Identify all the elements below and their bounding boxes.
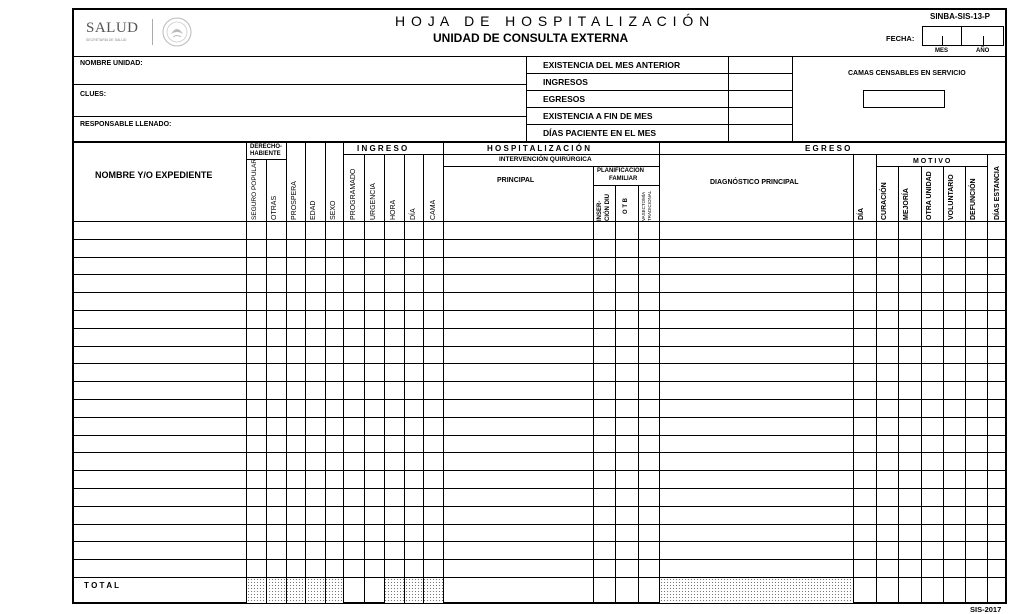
responsable-label: RESPONSABLE LLENADO: xyxy=(80,121,172,128)
table-row-line xyxy=(73,417,1006,418)
mes-tick xyxy=(942,36,943,46)
group-hospitalizacion: H O S P I T A L I Z A C I Ó N xyxy=(487,144,590,153)
column-line xyxy=(659,142,660,603)
table-top xyxy=(73,141,1006,143)
info-divider xyxy=(526,57,527,141)
table-row-line xyxy=(73,381,1006,382)
stat-existencia-fin: EXISTENCIA A FIN DE MES xyxy=(543,111,653,121)
stat-line xyxy=(526,73,792,74)
motivo-label: M O T I V O xyxy=(913,158,951,165)
planificacion-label-1: PLANIFICACIÓN xyxy=(597,168,644,174)
table-row-line xyxy=(73,524,1006,525)
column-line xyxy=(343,142,344,603)
col-dia-egreso: DÍA xyxy=(858,207,865,220)
page-subtitle: UNIDAD DE CONSULTA EXTERNA xyxy=(433,31,629,45)
column-line xyxy=(593,166,594,603)
col-edad: EDAD xyxy=(310,200,317,220)
form-code: SINBA-SIS-13-P xyxy=(930,12,991,21)
col-nombre-expediente: NOMBRE Y/O EXPEDIENTE xyxy=(95,170,213,180)
table-row-line xyxy=(73,506,1006,507)
table-row-line xyxy=(73,239,1006,240)
diagnostico-label: DIAGNÓSTICO PRINCIPAL xyxy=(710,179,799,186)
column-line xyxy=(898,166,899,603)
stat-line xyxy=(526,124,792,125)
col-otra-unidad: OTRA UNIDAD xyxy=(926,171,933,220)
col-otb: O T B xyxy=(623,198,629,214)
mes-label: MES xyxy=(935,48,949,54)
camas-label: CAMAS CENSABLES EN SERVICIO xyxy=(848,70,966,77)
motivo-line xyxy=(876,166,987,167)
col-cama: CAMA xyxy=(430,199,437,220)
total-label: T O T A L xyxy=(84,581,119,590)
planificacion-line xyxy=(593,185,659,186)
col-programado: PROGRAMADO xyxy=(350,168,357,220)
col-otras: OTRAS xyxy=(271,195,278,220)
header-bottom-line xyxy=(73,221,1006,222)
footer-code: SIS-2017 xyxy=(970,605,1002,614)
col-sexo: SEXO xyxy=(330,200,337,220)
group-ingreso: I N G R E S O xyxy=(357,144,408,153)
anio-label: AÑO xyxy=(976,48,990,54)
principal-label: PRINCIPAL xyxy=(497,177,535,184)
table-row-line xyxy=(73,346,1006,347)
table-row-line xyxy=(73,435,1006,436)
table-row-line xyxy=(73,310,1006,311)
column-line xyxy=(325,142,326,603)
clues-label: CLUES: xyxy=(80,91,107,98)
logo-text: SALUD xyxy=(86,20,139,36)
column-line xyxy=(965,166,966,603)
intervencion-label: INTERVENCIÓN QUIRÚRGICA xyxy=(499,156,592,163)
column-line xyxy=(943,166,944,603)
table-row-line xyxy=(73,257,1006,258)
total-hatch-1 xyxy=(247,578,343,603)
stat-line xyxy=(526,90,792,91)
table-row-line xyxy=(73,399,1006,400)
column-line xyxy=(246,142,247,603)
logo-subtext: SECRETARÍA DE SALUD xyxy=(86,38,127,42)
col-vasectomia-2: TRADICIONAL xyxy=(647,190,652,221)
stat-existencia-anterior: EXISTENCIA DEL MES ANTERIOR xyxy=(543,60,681,70)
col-insercion-2: CIÓN DIU xyxy=(605,194,611,221)
col-defuncion: DEFUNCIÓN xyxy=(970,178,977,220)
col-urgencia: URGENCIA xyxy=(370,183,377,220)
anio-tick xyxy=(983,36,984,46)
stat-line xyxy=(526,107,792,108)
col-seguro-popular: SEGURO POPULAR xyxy=(251,158,258,220)
table-row-line xyxy=(73,328,1006,329)
col-curacion: CURACIÓN xyxy=(881,182,888,220)
col-voluntario: VOLUNTARIO xyxy=(948,174,955,220)
camas-field[interactable] xyxy=(863,90,945,108)
camas-divider xyxy=(792,57,793,141)
table-row-line xyxy=(73,452,1006,453)
total-hatch-3 xyxy=(660,578,853,603)
col-dias-estancia: DÍAS ESTANCIA xyxy=(994,166,1001,220)
total-row-line xyxy=(73,577,1006,578)
col-vasectomia-1: VASECTOMÍA xyxy=(641,191,646,221)
column-line xyxy=(305,142,306,603)
stat-value-divider xyxy=(728,57,729,141)
header-divider xyxy=(73,56,1006,57)
col-hora: HORA xyxy=(390,199,397,220)
col-insercion-1: INSER- xyxy=(597,200,603,221)
table-row-line xyxy=(73,541,1006,542)
stat-dias-paciente: DÍAS PACIENTE EN EL MES xyxy=(543,128,657,138)
stat-ingresos: INGRESOS xyxy=(543,77,588,87)
info-line-2 xyxy=(73,116,526,117)
col-derechohabiente-1: DERECHO- xyxy=(250,144,283,150)
column-line xyxy=(443,142,444,603)
column-line xyxy=(921,166,922,603)
table-row-line xyxy=(73,559,1006,560)
table-row-line xyxy=(73,363,1006,364)
table-row-line xyxy=(73,274,1006,275)
intervencion-line xyxy=(443,166,659,167)
table-row-line xyxy=(73,488,1006,489)
col-derechohabiente-2: HABIENTE xyxy=(250,151,281,157)
planificacion-label-2: FAMILIAR xyxy=(609,176,638,182)
col-prospera: PROSPERA xyxy=(291,181,298,220)
col-dia-ingreso: DÍA xyxy=(410,208,417,220)
table-row-line xyxy=(73,470,1006,471)
total-hatch-2 xyxy=(384,578,443,603)
fecha-label: FECHA: xyxy=(886,34,915,43)
nombre-unidad-label: NOMBRE UNIDAD: xyxy=(80,60,143,67)
info-line-1 xyxy=(73,84,526,85)
column-line xyxy=(286,142,287,603)
table-row-line xyxy=(73,292,1006,293)
stat-egresos: EGRESOS xyxy=(543,94,586,104)
col-mejoria: MEJORÍA xyxy=(903,188,910,220)
page-title: H O J A D E H O S P I T A L I Z A C I Ó N xyxy=(395,13,711,29)
group-egreso: E G R E S O xyxy=(805,144,851,153)
